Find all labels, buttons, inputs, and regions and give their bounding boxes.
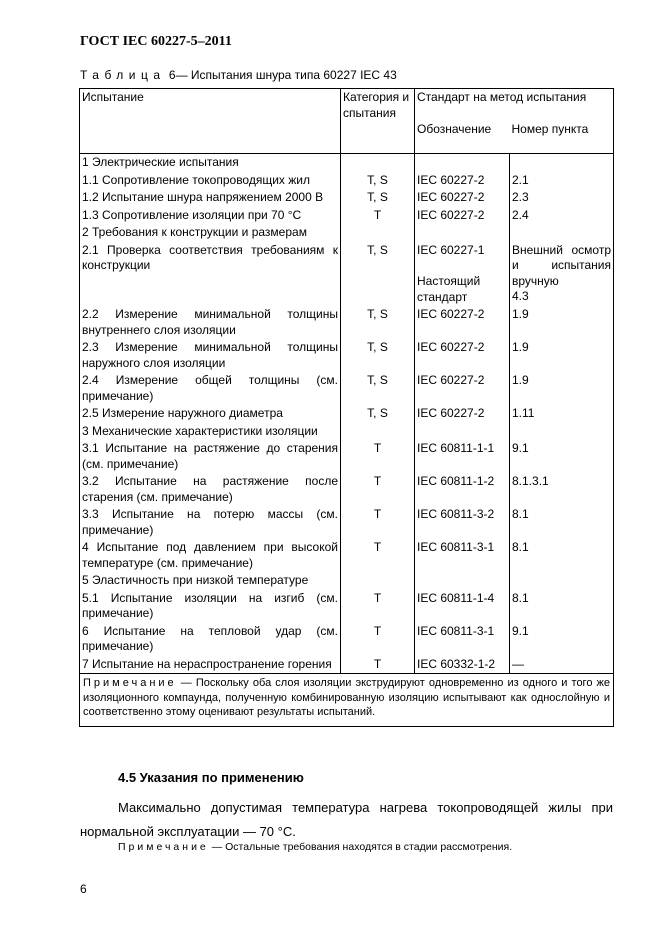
- cell-test-text: 2.1 Проверка соответствия требованиям к конструкции: [82, 242, 338, 272]
- cell-designation-extra: Настоящий стандарт: [417, 274, 481, 304]
- cell-designation: [415, 590, 510, 623]
- cell-clause-text: 9.1: [512, 441, 529, 455]
- cell-test: [80, 154, 341, 172]
- header-category: Категория испытания: [341, 89, 415, 154]
- cell-test: [80, 590, 341, 623]
- cell-clause-text: 8.1: [512, 507, 529, 521]
- cell-category: [341, 372, 415, 405]
- cell-category: [341, 339, 415, 372]
- table-row: [80, 372, 614, 405]
- cell-clause-text: 2.1: [512, 172, 529, 187]
- table-row: [80, 440, 614, 473]
- cell-clause-text: 8.1.3.1: [512, 474, 549, 488]
- cell-category-text: T, S: [367, 242, 388, 257]
- cell-clause: [510, 440, 614, 473]
- cell-test-text: 3.3 Испытание на потерю массы (см. примечание): [82, 507, 338, 537]
- cell-category: [341, 473, 415, 506]
- cell-test-text: 2.3 Измерение минимальной толщины наружного слоя изоляции: [82, 340, 338, 370]
- cell-test-text: 1.1 Сопротивление токопроводящих жил: [82, 172, 310, 187]
- table-note-text: — Поскольку оба слоя изоляции экструдируют одновременно из одного и того же изоляционного компаунда, полученную комбинированную изоляцию испытывают как однослойную и соответственно этому оценивают результаты испытаний.: [83, 677, 611, 718]
- cell-clause: [510, 224, 614, 242]
- cell-designation: [415, 473, 510, 506]
- cell-category-text: T: [373, 540, 382, 554]
- cell-test: [80, 306, 341, 339]
- cell-test: [80, 423, 341, 441]
- header-standard: Стандарт на метод испытания: [415, 89, 614, 122]
- cell-designation: [415, 405, 510, 423]
- cell-test-text: 5 Эластичность при низкой температуре: [82, 573, 309, 587]
- page-note: [118, 841, 512, 853]
- cell-test-text: 4 Испытание под давлением при высокой температуре (см. примечание): [82, 540, 338, 570]
- cell-test: [80, 207, 341, 225]
- cell-designation-text: IEC 60332-1-2: [417, 656, 496, 671]
- cell-designation-text: IEC 60227-2: [417, 207, 485, 222]
- cell-designation-text: IEC 60227-2: [417, 307, 485, 321]
- header-designation: Обозначение: [415, 121, 510, 154]
- cell-test-text: 2 Требования к конструкции и размерам: [82, 225, 307, 239]
- cell-test: [80, 172, 341, 190]
- cell-category: [341, 154, 415, 172]
- cell-clause: [510, 242, 614, 307]
- cell-clause: [510, 189, 614, 207]
- cell-designation-text: IEC 60811-1-4: [417, 590, 495, 605]
- cell-clause: [510, 623, 614, 656]
- table-row: [80, 172, 614, 190]
- cell-test-text: 1 Электрические испытания: [82, 155, 239, 169]
- cell-category: [341, 539, 415, 572]
- page-note-label: Примечание: [118, 841, 209, 853]
- cell-clause-text: 1.9: [512, 373, 529, 387]
- cell-clause: [510, 405, 614, 423]
- cell-category-text: T: [373, 590, 382, 605]
- cell-clause: [510, 306, 614, 339]
- cell-category-text: T, S: [367, 307, 388, 321]
- table-note-label: Примечание: [83, 677, 177, 689]
- cell-designation: [415, 506, 510, 539]
- cell-clause-text: —: [512, 656, 524, 671]
- cell-test-text: 5.1 Испытание изоляции на изгиб (см. примечание): [82, 590, 338, 620]
- table-header-row: [80, 89, 614, 122]
- cell-test-text: 3 Механические характеристики изоляции: [82, 423, 318, 438]
- caption-word: Таблица: [80, 68, 166, 82]
- cell-clause: [510, 590, 614, 623]
- cell-designation: [415, 172, 510, 190]
- cell-clause: [510, 172, 614, 190]
- cell-test-text: 6 Испытание на тепловой удар (см. примечание): [82, 623, 338, 653]
- cell-clause: [510, 656, 614, 674]
- cell-designation: [415, 242, 510, 307]
- cell-test: [80, 572, 341, 590]
- cell-category-text: T: [373, 656, 382, 671]
- cell-clause: [510, 423, 614, 441]
- table-row: [80, 572, 614, 590]
- cell-test-text: 3.2 Испытание на растяжение после старения (см. примечание): [82, 474, 338, 504]
- page-number: 6: [80, 882, 87, 896]
- cell-category: [341, 506, 415, 539]
- table-row: [80, 656, 614, 674]
- table-row: [80, 405, 614, 423]
- cell-designation: [415, 623, 510, 656]
- section-paragraph: Максимально допустимая температура нагрева токопроводящей жилы при нормальной эксплуатации — 70 °С.: [80, 800, 613, 839]
- cell-category: [341, 656, 415, 674]
- section-title: 4.5 Указания по применению: [118, 770, 304, 785]
- table-note: [80, 674, 614, 727]
- cell-category: [341, 423, 415, 441]
- cell-category-text: T: [373, 207, 382, 222]
- cell-designation-text: IEC 60227-2: [417, 340, 485, 354]
- table-caption: [80, 68, 397, 82]
- cell-test: [80, 440, 341, 473]
- cell-designation-text: IEC 60811-3-2: [417, 507, 495, 521]
- cell-clause-text: 1.9: [512, 307, 529, 321]
- cell-clause-text: 9.1: [512, 623, 529, 638]
- table-row: [80, 306, 614, 339]
- cell-test: [80, 224, 341, 242]
- cell-category: [341, 590, 415, 623]
- cell-test-text: 7 Испытание на нераспространение горения: [82, 656, 332, 671]
- cell-designation-text: IEC 60811-1-1: [417, 441, 495, 455]
- cell-test: [80, 473, 341, 506]
- cell-category: [341, 405, 415, 423]
- cell-clause-text: 8.1: [512, 540, 529, 554]
- cell-category-text: T: [373, 623, 382, 638]
- cell-category: [341, 306, 415, 339]
- cell-test: [80, 506, 341, 539]
- cell-clause-text: Внешний осмотр и испытания вручную: [512, 242, 612, 288]
- cell-clause: [510, 339, 614, 372]
- cell-designation-text: IEC 60227-2: [417, 190, 485, 204]
- cell-test: [80, 623, 341, 656]
- cell-designation: [415, 189, 510, 207]
- cell-designation-text: IEC 60227-2: [417, 373, 485, 387]
- cell-clause: [510, 154, 614, 172]
- cell-category: [341, 224, 415, 242]
- cell-category-text: T, S: [367, 172, 388, 187]
- cell-test-text: 3.1 Испытание на растяжение до старения (см. примечание): [82, 441, 338, 471]
- cell-designation-text: IEC 60811-1-2: [417, 474, 495, 488]
- table-row: [80, 623, 614, 656]
- cell-clause-extra: 4.3: [512, 289, 529, 303]
- cell-designation-text: IEC 60227-2: [417, 406, 485, 420]
- table-note-row: [80, 674, 614, 727]
- cell-category-text: T, S: [367, 406, 388, 420]
- cell-designation: [415, 224, 510, 242]
- cell-category: [341, 623, 415, 656]
- cell-clause: [510, 506, 614, 539]
- cell-designation: [415, 423, 510, 441]
- cell-category-text: T, S: [367, 373, 388, 387]
- cell-test: [80, 539, 341, 572]
- cell-category: [341, 189, 415, 207]
- document-header: ГОСТ IEC 60227-5–2011: [80, 34, 232, 49]
- cell-test-text: 2.2 Измерение минимальной толщины внутреннего слоя изоляции: [82, 307, 338, 337]
- cell-clause: [510, 207, 614, 225]
- table-row: [80, 207, 614, 225]
- cell-clause-text: 8.1: [512, 590, 529, 605]
- cell-test: [80, 372, 341, 405]
- table-row: [80, 506, 614, 539]
- table-row: [80, 242, 614, 307]
- cell-category: [341, 242, 415, 307]
- cell-clause: [510, 539, 614, 572]
- table-row: [80, 189, 614, 207]
- cell-test: [80, 189, 341, 207]
- cell-clause: [510, 572, 614, 590]
- cell-category-text: T, S: [367, 190, 388, 204]
- cell-test: [80, 405, 341, 423]
- table-row: [80, 539, 614, 572]
- header-clause: Номер пункта: [510, 121, 614, 154]
- cell-category-text: T: [373, 441, 382, 455]
- cell-clause-text: 1.9: [512, 340, 529, 354]
- cell-designation: [415, 207, 510, 225]
- cell-clause-text: 2.4: [512, 207, 529, 222]
- caption-title: — Испытания шнура типа 60227 IEC 43: [175, 68, 397, 82]
- cell-designation-text: IEC 60811-3-1: [417, 540, 495, 554]
- table-row: [80, 423, 614, 441]
- table-row: [80, 473, 614, 506]
- cell-test: [80, 339, 341, 372]
- cell-clause: [510, 473, 614, 506]
- cell-designation-text: IEC 60227-2: [417, 172, 485, 187]
- tests-table: [79, 88, 614, 727]
- cell-designation: [415, 539, 510, 572]
- cell-category-text: T: [373, 507, 382, 521]
- cell-test: [80, 242, 341, 307]
- cell-test-text: 2.5 Измерение наружного диаметра: [82, 406, 283, 420]
- cell-clause-text: 1.11: [512, 406, 535, 420]
- cell-designation-text: IEC 60227-1: [417, 242, 485, 257]
- cell-clause-text: 2.3: [512, 190, 529, 204]
- header-test: Испытание: [80, 89, 341, 154]
- cell-designation: [415, 440, 510, 473]
- table-row: [80, 224, 614, 242]
- cell-designation: [415, 572, 510, 590]
- table-row: [80, 590, 614, 623]
- page-note-text: — Остальные требования находятся в стадии рассмотрения.: [211, 841, 513, 853]
- caption-number: 6: [168, 68, 176, 82]
- cell-designation: [415, 339, 510, 372]
- cell-category-text: T, S: [367, 340, 388, 354]
- cell-designation: [415, 656, 510, 674]
- cell-category: [341, 572, 415, 590]
- cell-category: [341, 207, 415, 225]
- cell-test: [80, 656, 341, 674]
- cell-designation: [415, 154, 510, 172]
- table-row: [80, 339, 614, 372]
- cell-designation: [415, 372, 510, 405]
- cell-category: [341, 172, 415, 190]
- cell-test-text: 2.4 Измерение общей толщины (см. примечание): [82, 373, 338, 403]
- cell-designation: [415, 306, 510, 339]
- cell-clause: [510, 372, 614, 405]
- cell-category: [341, 440, 415, 473]
- cell-designation-text: IEC 60811-3-1: [417, 623, 495, 638]
- cell-category-text: T: [373, 474, 382, 488]
- cell-test-text: 1.3 Сопротивление изоляции при 70 °С: [82, 207, 302, 222]
- cell-test-text: 1.2 Испытание шнура напряжением 2000 В: [82, 190, 324, 204]
- table-row: [80, 154, 614, 172]
